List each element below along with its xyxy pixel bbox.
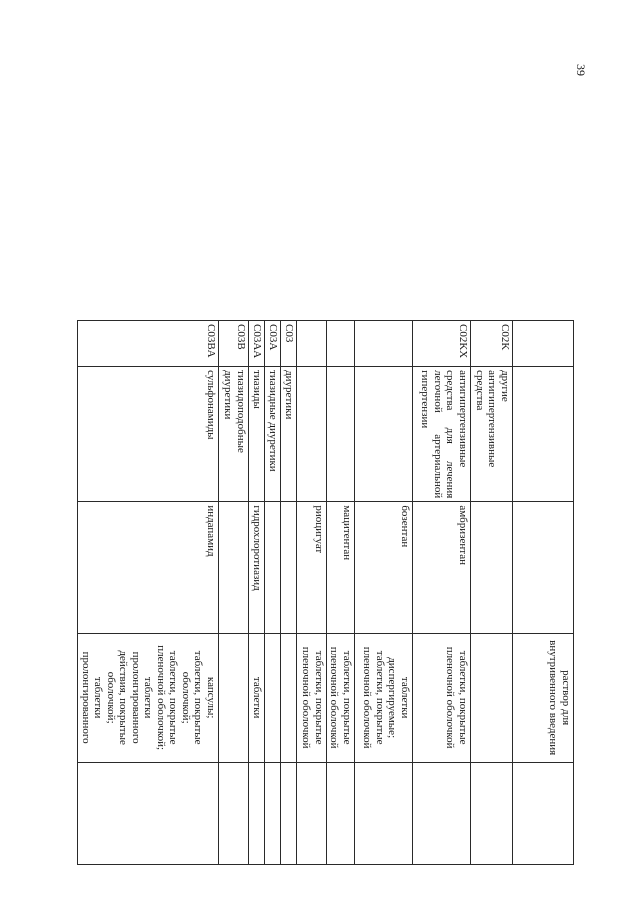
atc-code-cell: C03B	[219, 321, 249, 367]
empty-cell	[355, 762, 413, 864]
empty-cell	[219, 762, 249, 864]
group-cell	[327, 367, 355, 502]
form-cell	[219, 633, 249, 762]
table-body	[78, 321, 574, 865]
form-line: таблетки, покрытые пленочной оболочкой	[300, 646, 325, 749]
drug-cell	[219, 502, 249, 633]
table-row	[78, 321, 219, 865]
group-cell: тиазидоподобные диуретики	[219, 367, 249, 502]
form-cell	[281, 633, 297, 762]
group-cell: антигипертензивные средства для лечения легочной артериальной гипертензии	[413, 367, 471, 502]
empty-cell	[513, 762, 574, 864]
drug-cell	[513, 502, 574, 633]
form-cell	[249, 633, 265, 762]
table-row	[355, 321, 413, 865]
page-number: 39	[574, 64, 588, 76]
group-cell: другие антигипертензивные средства	[471, 367, 513, 502]
form-line: раствор для внутривенного введения	[547, 640, 572, 756]
table-row	[265, 321, 281, 865]
drug-cell: бозентан	[355, 502, 413, 633]
form-line: таблетки, покрытые оболочкой;	[180, 650, 205, 745]
drug-cell: индапамид	[78, 502, 219, 633]
form-line: таблетки	[251, 676, 263, 719]
form-cell	[78, 633, 219, 762]
group-cell: диуретики	[281, 367, 297, 502]
drug-cell: мацитентан	[327, 502, 355, 633]
table-row	[327, 321, 355, 865]
table-row	[219, 321, 249, 865]
atc-code-cell	[327, 321, 355, 367]
empty-cell	[265, 762, 281, 864]
empty-cell	[413, 762, 471, 864]
drug-cell	[281, 502, 297, 633]
drug-cell: гидрохлоротиазид	[249, 502, 265, 633]
empty-cell	[471, 762, 513, 864]
empty-cell	[327, 762, 355, 864]
atc-code-cell	[355, 321, 413, 367]
form-line: таблетки, покрытые пленочной оболочкой;	[155, 645, 180, 751]
form-line: таблетки, покрытые пленочной оболочкой	[444, 646, 469, 749]
form-line: таблетки, покрытые пленочной оболочкой	[361, 646, 386, 749]
form-cell	[265, 633, 281, 762]
table-row	[249, 321, 265, 865]
atc-code-cell: C03AA	[249, 321, 265, 367]
form-cell	[327, 633, 355, 762]
drug-cell: амбризентан	[413, 502, 471, 633]
table-row	[513, 321, 574, 865]
form-cell	[297, 633, 327, 762]
atc-code-cell: C03	[281, 321, 297, 367]
atc-code-cell: C02KX	[413, 321, 471, 367]
group-cell	[513, 367, 574, 502]
table-row	[413, 321, 471, 865]
atc-code-cell: C03A	[265, 321, 281, 367]
form-cell	[355, 633, 413, 762]
form-line: таблетки, покрытые пленочной оболочкой	[328, 646, 353, 749]
form-cell	[413, 633, 471, 762]
atc-code-cell	[513, 321, 574, 367]
table-row	[471, 321, 513, 865]
group-cell	[355, 367, 413, 502]
table-row	[297, 321, 327, 865]
empty-cell	[249, 762, 265, 864]
group-cell	[297, 367, 327, 502]
form-line: таблетки пролонгированного действия, покрытые оболочкой;	[105, 650, 155, 745]
form-cell	[471, 633, 513, 762]
atc-code-cell: C02K	[471, 321, 513, 367]
empty-cell	[297, 762, 327, 864]
drug-table	[78, 320, 575, 865]
drug-cell	[265, 502, 281, 633]
group-cell: тиазиды	[249, 367, 265, 502]
drug-cell	[471, 502, 513, 633]
empty-cell	[281, 762, 297, 864]
table-row	[281, 321, 297, 865]
group-cell: тиазидные диуретики	[265, 367, 281, 502]
drug-cell: риоцигуат	[297, 502, 327, 633]
form-line: таблетки диспергируемые;	[386, 657, 411, 739]
form-line: капсулы;	[205, 676, 217, 719]
atc-code-cell: C03BA	[78, 321, 219, 367]
form-line: таблетки пролонгированного	[80, 651, 105, 744]
empty-cell	[78, 762, 219, 864]
group-cell: сульфонамиды	[78, 367, 219, 502]
rotated-table-wrapper	[80, 320, 574, 865]
atc-code-cell	[297, 321, 327, 367]
form-cell	[513, 633, 574, 762]
